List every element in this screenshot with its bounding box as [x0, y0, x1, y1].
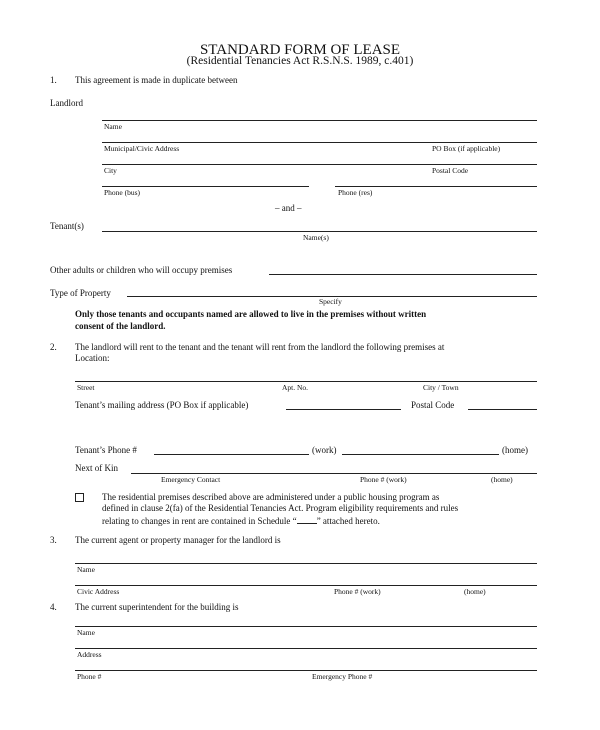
section-4-text: The current superintendent for the building is	[75, 602, 239, 612]
city-town-caption: City / Town	[423, 383, 459, 392]
landlord-postal-caption: Postal Code	[432, 166, 469, 175]
and-separator: – and –	[275, 203, 302, 213]
landlord-label: Landlord	[50, 98, 83, 108]
section-1-number: 1.	[50, 75, 57, 85]
public-housing-line3-start: relating to changes in rent are contained in Schedule “	[102, 516, 297, 526]
street-caption: Street	[77, 383, 95, 392]
agent-name-caption: Name	[77, 565, 95, 574]
landlord-city-line[interactable]	[102, 164, 537, 165]
landlord-address-caption: Municipal/Civic Address	[104, 144, 180, 153]
section-2-line2: Location:	[75, 353, 110, 363]
mailing-address-line[interactable]	[286, 409, 401, 410]
tenant-phone-work-line[interactable]	[154, 454, 309, 455]
public-housing-line2: defined in clause 2(fa) of the Residential Tenancies Act. Program eligibility requirements and rules	[102, 503, 459, 513]
tenant-phone-label: Tenant’s Phone #	[75, 445, 137, 455]
landlord-phone-bus-line[interactable]	[102, 186, 309, 187]
form-title: STANDARD FORM OF LEASE	[199, 42, 401, 58]
landlord-city-caption: City	[104, 166, 117, 175]
emergency-contact-caption: Emergency Contact	[161, 475, 221, 484]
section-3-number: 3.	[50, 535, 57, 545]
tenant-phone-home-line[interactable]	[342, 454, 499, 455]
property-type-caption: Specify	[319, 297, 342, 306]
agent-address-caption: Civic Address	[77, 587, 120, 596]
landlord-phone-res-line[interactable]	[335, 186, 537, 187]
agent-phone-work-caption: Phone # (work)	[334, 587, 381, 596]
public-housing-line1: The residential premises described above are administered under a public housing program as	[102, 492, 440, 502]
public-housing-checkbox[interactable]	[75, 493, 84, 502]
postal-code-label: Postal Code	[411, 400, 455, 410]
agent-name-line[interactable]	[75, 563, 537, 564]
superintendent-name-caption: Name	[77, 628, 95, 637]
occupancy-notice-line2: consent of the landlord.	[75, 321, 166, 331]
landlord-name-line[interactable]	[102, 120, 537, 121]
postal-code-line[interactable]	[468, 409, 537, 410]
section-1-text: This agreement is made in duplicate between	[75, 75, 238, 85]
landlord-address-line[interactable]	[102, 142, 537, 143]
schedule-blank[interactable]	[297, 515, 317, 524]
mailing-address-label: Tenant’s mailing address (PO Box if applicable)	[75, 400, 249, 410]
property-type-label: Type of Property	[50, 288, 111, 298]
next-of-kin-label: Next of Kin	[75, 463, 118, 473]
agent-address-line[interactable]	[75, 585, 537, 586]
occupancy-notice-line1: Only those tenants and occupants named are allowed to live in the premises without written	[75, 309, 427, 319]
other-occupants-label: Other adults or children who will occupy premises	[50, 265, 233, 275]
landlord-phone-res-caption: Phone (res)	[338, 188, 373, 197]
section-3-text: The current agent or property manager for the landlord is	[75, 535, 281, 545]
tenants-label: Tenant(s)	[50, 221, 84, 231]
form-subtitle: (Residential Tenancies Act R.S.N.S. 1989, c.401)	[186, 55, 414, 67]
section-4-number: 4.	[50, 602, 57, 612]
superintendent-phone-caption: Phone #	[77, 672, 102, 681]
public-housing-line3-end: ” attached hereto.	[316, 516, 380, 526]
tenants-name-line[interactable]	[102, 231, 537, 232]
landlord-name-caption: Name	[104, 122, 122, 131]
superintendent-phone-line[interactable]	[75, 670, 537, 671]
apt-caption: Apt. No.	[282, 383, 309, 392]
section-2-number: 2.	[50, 342, 57, 352]
superintendent-address-caption: Address	[77, 650, 102, 659]
kin-phone-home-caption: (home)	[491, 475, 513, 484]
superintendent-address-line[interactable]	[75, 648, 537, 649]
tenant-phone-home-caption: (home)	[502, 445, 528, 455]
tenant-phone-work-caption: (work)	[312, 445, 337, 455]
landlord-phone-bus-caption: Phone (bus)	[104, 188, 141, 197]
superintendent-name-line[interactable]	[75, 626, 537, 627]
other-occupants-line[interactable]	[269, 274, 537, 275]
agent-phone-home-caption: (home)	[464, 587, 486, 596]
public-housing-line3	[102, 515, 380, 526]
kin-phone-work-caption: Phone # (work)	[360, 475, 407, 484]
tenants-name-caption: Name(s)	[303, 233, 329, 242]
section-2-line1: The landlord will rent to the tenant and the tenant will rent from the landlord the following premises at	[75, 342, 445, 352]
superintendent-emergency-caption: Emergency Phone #	[312, 672, 373, 681]
next-of-kin-line[interactable]	[131, 473, 537, 474]
landlord-pobox-caption: PO Box (if applicable)	[432, 144, 501, 153]
premises-address-line[interactable]	[75, 381, 537, 382]
